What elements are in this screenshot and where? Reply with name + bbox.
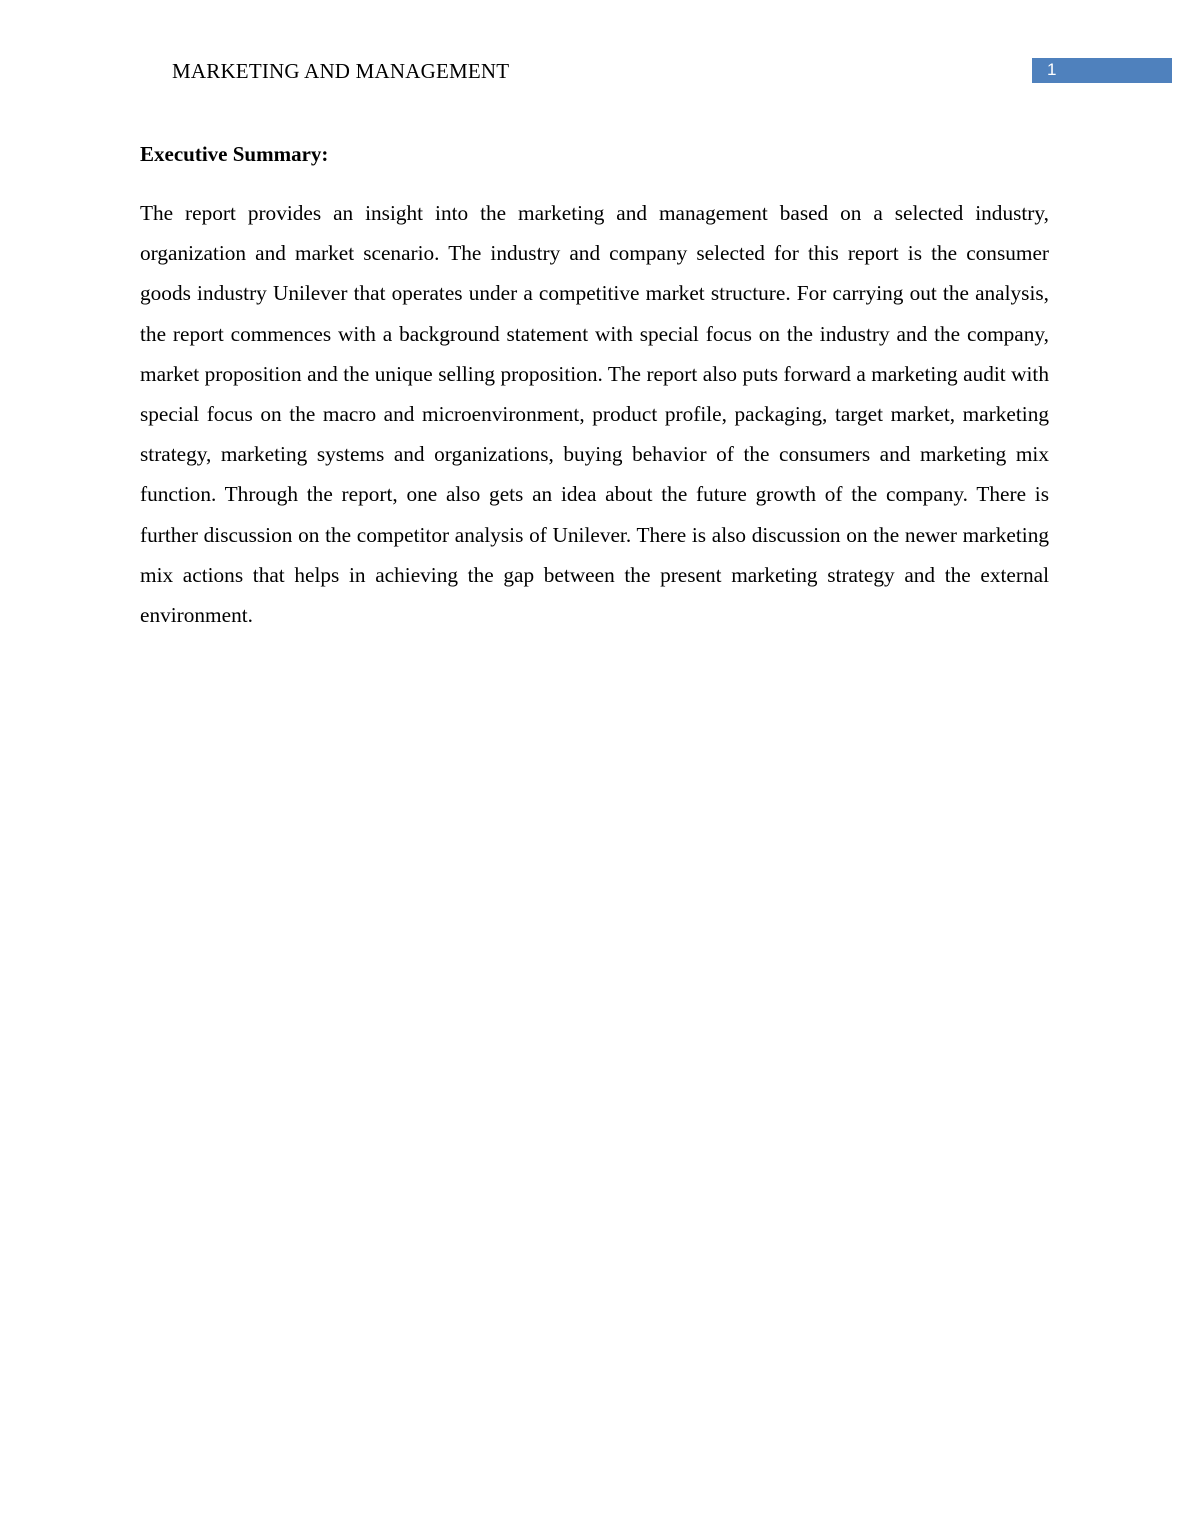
executive-summary-paragraph: The report provides an insight into the marketing and management based on a selected industry, organization and market scenario. The industry and company selected for this report is the consumer goods industry Unilever that operates under a competitive market structure. For carrying out the analysis, the report commences with a background statement with special focus on the industry and the company, market proposition and the unique selling proposition. The report also puts forward a marketing audit with special focus on the macro and microenvironment, product profile, packaging, target market, marketing strategy, marketing systems and organizations, buying behavior of the consumers and marketing mix function. Through the report, one also gets an idea about the future growth of the company. There is further discussion on the competitor analysis of Unilever. There is also discussion on the newer marketing mix actions that helps in achieving the gap between the present marketing strategy and the external environment. [140, 201, 1049, 628]
section-heading: Executive Summary: [140, 142, 329, 166]
page-number: 1 [1047, 60, 1057, 79]
page-number-box [1032, 58, 1172, 83]
running-head: MARKETING AND MANAGEMENT [172, 59, 510, 83]
